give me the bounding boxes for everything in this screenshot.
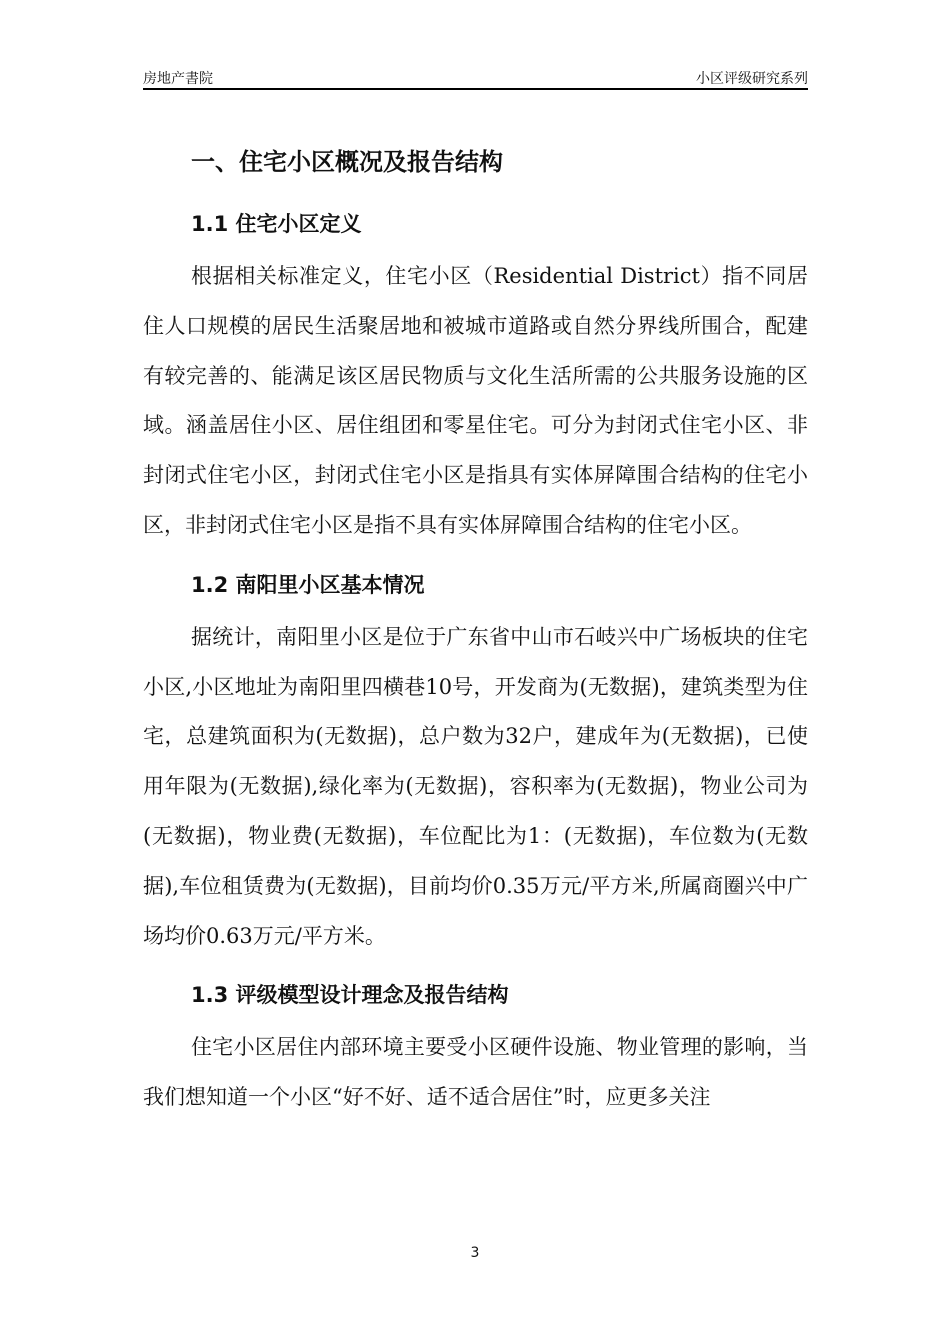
document-body xyxy=(143,140,808,1123)
paragraph-1-3: 住宅小区居住内部环境主要受小区硬件设施、物业管理的影响，当我们想知道一个小区“好不好、适不适合居住”时，应更多关注 xyxy=(143,1035,808,1110)
page-number: 3 xyxy=(470,1245,480,1261)
paragraph-1-1: 根据相关标准定义，住宅小区（Residential District）指不同居住人口规模的居民生活聚居地和被城市道路或自然分界线所围合，配建有较完善的、能满足该区居民物质与文化生活所需的公共服务设施的区域。涵盖居住小区、居住组团和零星住宅。可分为封闭式住宅小区、非封闭式住宅小区，封闭式住宅小区是指具有实体屏障围合结构的住宅小区，非封闭式住宅小区是指不具有实体屏障围合结构的住宅小区。 xyxy=(143,264,808,537)
paragraph-1-2: 据统计，南阳里小区是位于广东省中山市石岐兴中广场板块的住宅小区,小区地址为南阳里四横巷10号，开发商为(无数据)，建筑类型为住宅，总建筑面积为(无数据)，总户数为32户，建成年为(无数据)，已使用年限为(无数据),绿化率为(无数据)，容积率为(无数据)，物业公司为(无数据)，物业费(无数据)，车位配比为1：(无数据)，车位数为(无数据),车位租赁费为(无数据)，目前均价0.35万元/平方米,所属商圈兴中广场均价0.63万元/平方米。 xyxy=(143,624,808,948)
header-publisher: 房地产書院 xyxy=(143,71,213,87)
subsection-heading-1-1: 1.1 住宅小区定义 xyxy=(191,212,362,236)
subsection-heading-1-3: 1.3 评级模型设计理念及报告结构 xyxy=(191,983,509,1008)
section-title: 一、住宅小区概况及报告结构 xyxy=(191,148,503,176)
header-series-title: 小区评级研究系列 xyxy=(696,71,808,87)
subsection-heading-1-2: 1.2 南阳里小区基本情况 xyxy=(191,572,425,597)
page-header xyxy=(143,66,808,90)
